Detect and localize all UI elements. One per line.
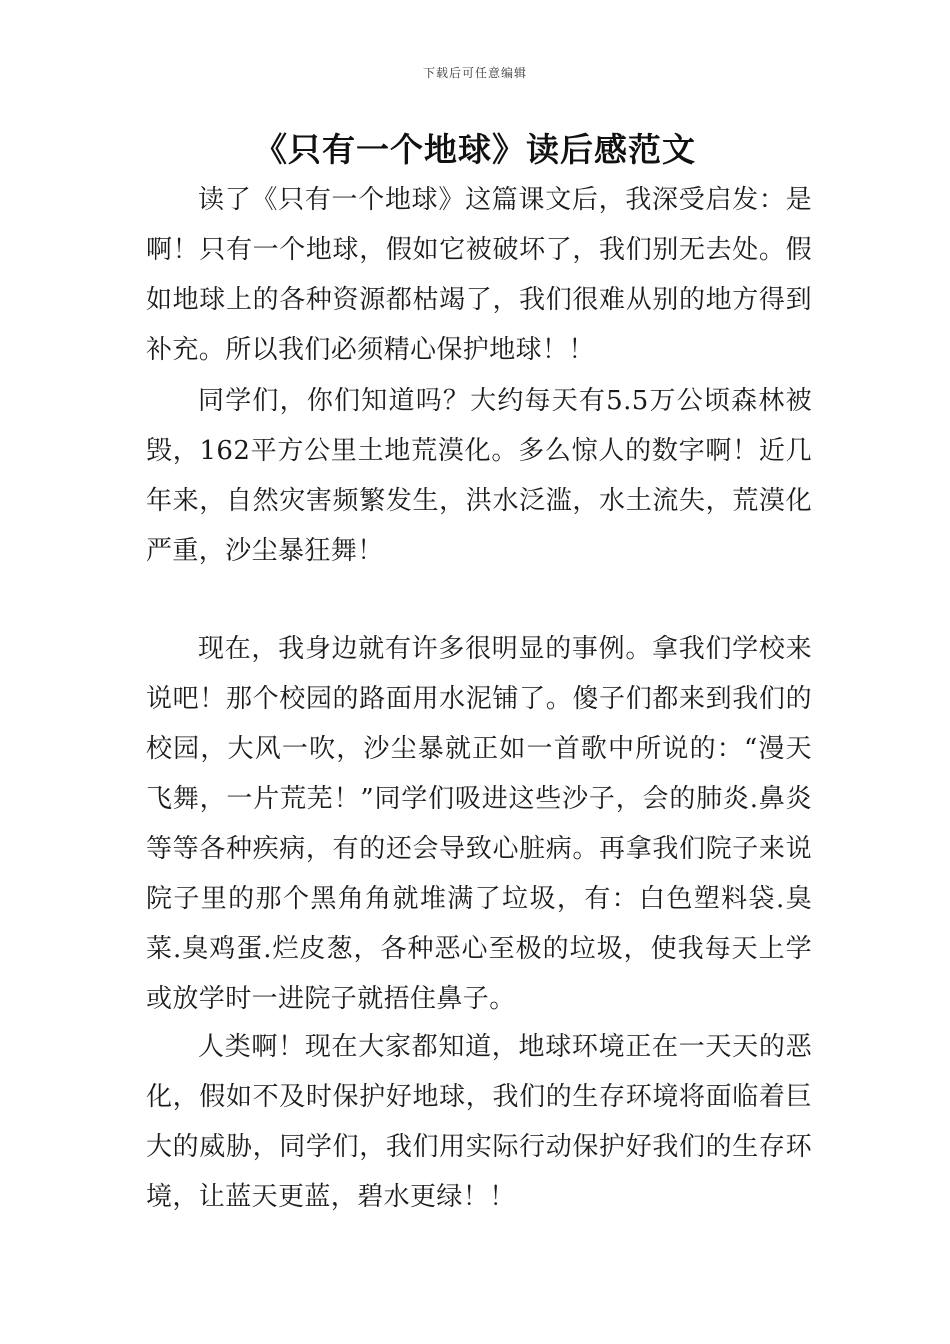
paragraph-4: 人类啊！现在大家都知道，地球环境正在一天天的恶化，假如不及时保护好地球，我们的生存环境将面临着巨大的威胁，同学们，我们用实际行动保护好我们的生存环境，让蓝天更蓝，碧水更绿！！ xyxy=(146,1032,812,1212)
paragraph-1: 读了《只有一个地球》这篇课文后，我深受启发：是啊！只有一个地球，假如它被破坏了，我们别无去处。假如地球上的各种资源都枯竭了，我们很难从别的地方得到补充。所以我们必须精心保护地球！！ xyxy=(146,185,812,365)
header-note: 下载后可任意编辑 xyxy=(422,66,527,80)
paragraph-3: 现在，我身边就有许多很明显的事例。拿我们学校来说吧！那个校园的路面用水泥铺了。傻子们都来到我们的校园，大风一吹，沙尘暴就正如一首歌中所说的：“漫天飞舞，一片荒芜！”同学们吸进这些沙子，会的肺炎.鼻炎等等各种疾病，有的还会导致心脏病。再拿我们院子来说院子里的那个黑角角就堆满了垃圾，有：白色塑料袋.臭菜.臭鸡蛋.烂皮葱，各种恶心至极的垃圾，使我每天上学或放学时一进院子就捂住鼻子。 xyxy=(146,634,812,1014)
paragraph-2: 同学们，你们知道吗？大约每天有5.5万公顷森林被毁，162平方公里土地荒漠化。多么惊人的数字啊！近几年来，自然灾害频繁发生，洪水泛滥，水土流失，荒漠化严重，沙尘暴狂舞！ xyxy=(146,386,812,566)
page-title: 《只有一个地球》读后感范文 xyxy=(254,130,696,169)
